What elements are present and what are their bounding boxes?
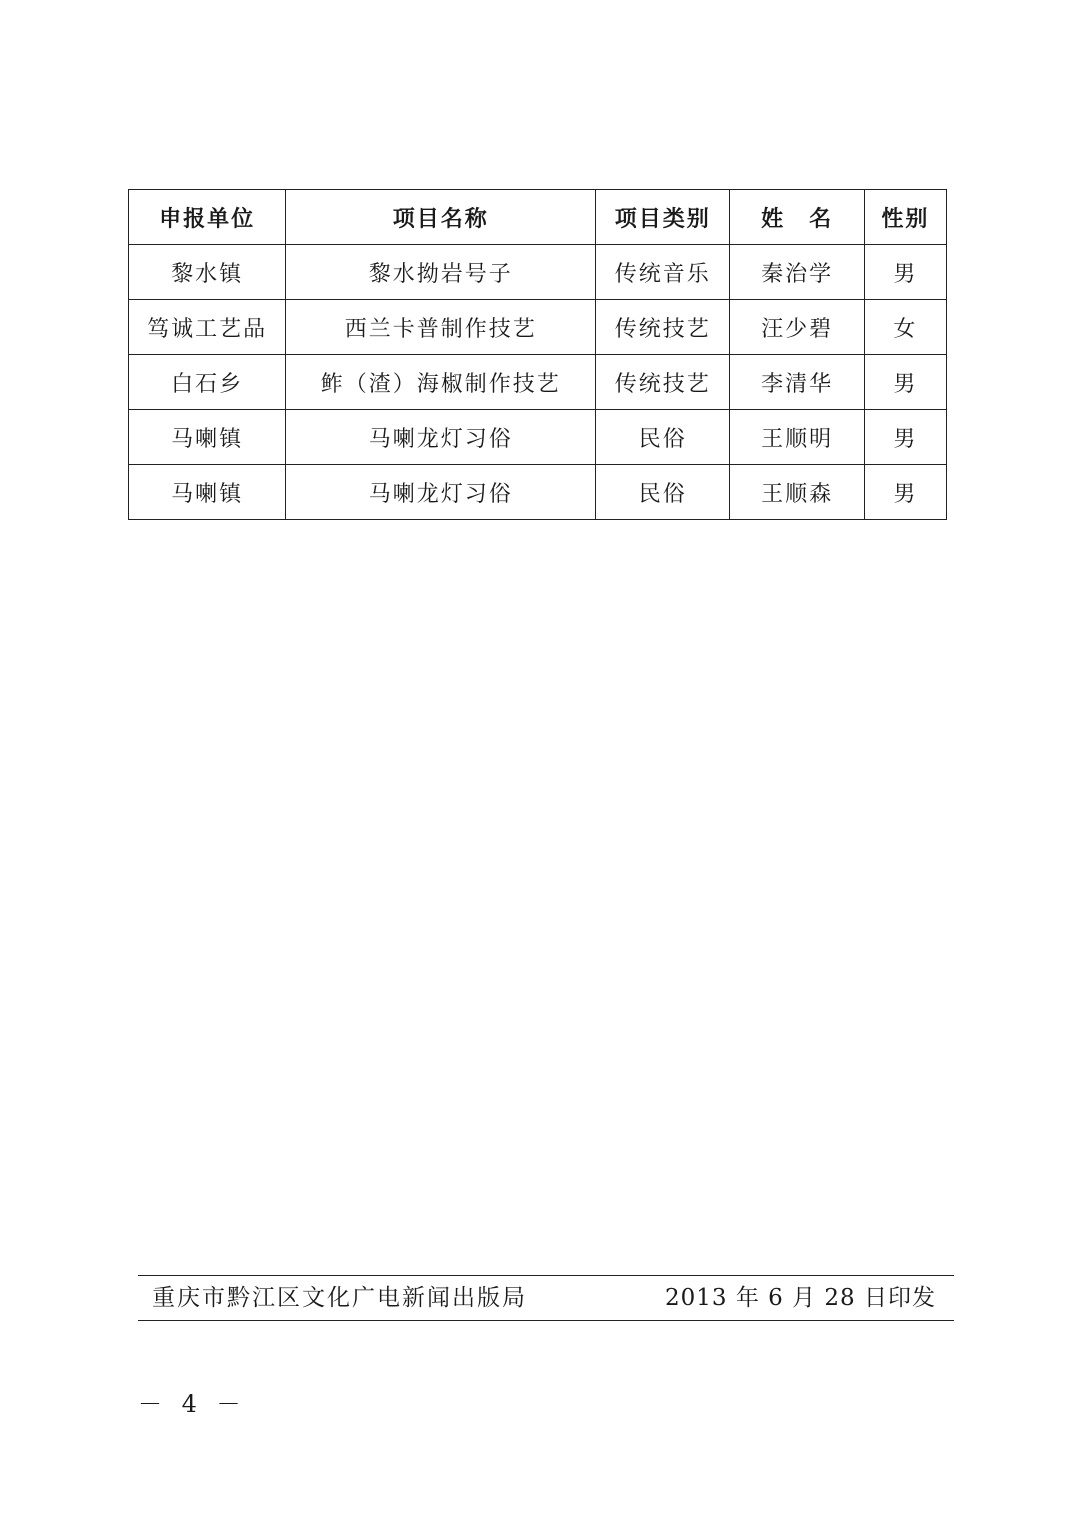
table-row	[129, 300, 947, 355]
cell-project-name: 西兰卡普制作技艺	[286, 300, 596, 355]
cell-gender: 女	[864, 300, 946, 355]
cell-gender: 男	[864, 355, 946, 410]
footer-top-rule	[138, 1275, 954, 1276]
cell-person-name: 李清华	[730, 355, 864, 410]
footer-issuer: 重庆市黔江区文化广电新闻出版局	[152, 1285, 527, 1311]
cell-project-category: 传统音乐	[596, 245, 730, 300]
header-gender: 性别	[864, 190, 946, 245]
cell-project-name: 马喇龙灯习俗	[286, 465, 596, 520]
table-row	[129, 355, 947, 410]
cell-project-name: 马喇龙灯习俗	[286, 410, 596, 465]
footer-bottom-rule	[138, 1320, 954, 1321]
cell-gender: 男	[864, 465, 946, 520]
page-number: － 4 －	[138, 1390, 247, 1418]
heritage-inheritor-table	[128, 189, 947, 520]
cell-project-category: 传统技艺	[596, 300, 730, 355]
cell-reporting-unit: 马喇镇	[129, 410, 286, 465]
header-project-name: 项目名称	[286, 190, 596, 245]
cell-project-category: 民俗	[596, 465, 730, 520]
cell-reporting-unit: 黎水镇	[129, 245, 286, 300]
cell-reporting-unit: 马喇镇	[129, 465, 286, 520]
header-person-name: 姓 名	[730, 190, 864, 245]
table-row	[129, 465, 947, 520]
table-header-row	[129, 190, 947, 245]
cell-gender: 男	[864, 410, 946, 465]
cell-reporting-unit: 白石乡	[129, 355, 286, 410]
table-row	[129, 410, 947, 465]
cell-person-name: 汪少碧	[730, 300, 864, 355]
cell-project-name: 黎水拗岩号子	[286, 245, 596, 300]
cell-person-name: 秦治学	[730, 245, 864, 300]
cell-project-name: 鲊（渣）海椒制作技艺	[286, 355, 596, 410]
header-reporting-unit: 申报单位	[129, 190, 286, 245]
footer-issue-date: 2013 年 6 月 28 日印发	[665, 1285, 936, 1311]
cell-person-name: 王顺明	[730, 410, 864, 465]
table-row	[129, 245, 947, 300]
cell-project-category: 民俗	[596, 410, 730, 465]
cell-gender: 男	[864, 245, 946, 300]
cell-person-name: 王顺森	[730, 465, 864, 520]
cell-project-category: 传统技艺	[596, 355, 730, 410]
header-project-category: 项目类别	[596, 190, 730, 245]
cell-reporting-unit: 笃诚工艺品	[129, 300, 286, 355]
